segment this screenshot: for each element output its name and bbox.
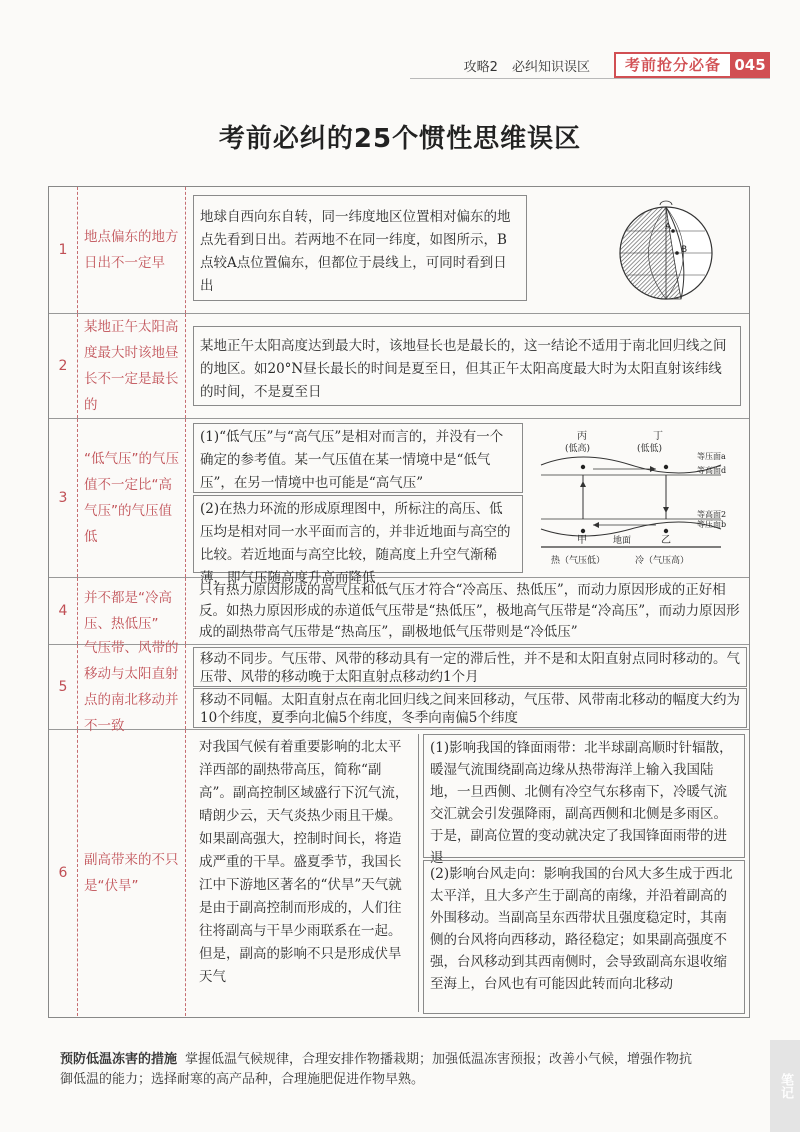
label-yi: 乙: [661, 535, 671, 546]
row-text-left: 对我国气候有着重要影响的北太平洋西部的副热带高压，简称“副高”。副高控制区域盛行下沉气流，晴朗少云，天气炎热少雨且干燥。如果副高强大，控制时间长，将造成严重的干旱。盛夏季节，我国长江中下游地区著名的“伏旱”天气就是由于副高控制而形成的，人们往往将副高与干旱少雨联系在一起。但是，副高的影响不只是形成伏旱天气: [193, 734, 419, 1012]
row-text-1: (1)“低气压”与“高气压”是相对而言的，并没有一个确定的参考值。某一气压值在某一情境中是“低气压”，在另一情境中也可能是“高气压”: [193, 423, 523, 493]
point-a-label: A: [665, 222, 672, 232]
row-topic: 副高带来的不只是“伏旱”: [78, 730, 186, 1016]
row-text-2: (2)在热力环流的形成原理图中，所标注的高压、低压均是相对同一水平面而言的，并非近地面与高空的比较。若近地面与高空比较，随高度上升空气渐稀薄，即气压随高度升高而降低: [193, 495, 523, 573]
label-iso-d: 等高面d: [697, 466, 727, 475]
table-row: [49, 640, 749, 734]
row-text-right-2: (2)影响台风走向：影响我国的台风大多生成于西北太平洋，且大多产生于副高的南缘，并沿着副高的外围移动。当副高呈东西带状且强度稳定时，其南侧的台风将向西移动，路径稳定；如果副高强度不强，台风移动到其西南侧时，会导致副高东退收缩至海上，台风也有可能因此转而向北移动: [423, 860, 745, 1014]
row-number: 2: [49, 314, 78, 418]
table-row: [49, 730, 749, 1016]
row-topic: 地点偏东的地方日出不一定早: [78, 187, 186, 313]
label-bing: 丙: [577, 431, 587, 442]
label-ding: 丁: [653, 431, 663, 442]
table-row: [49, 419, 749, 586]
row-number: 3: [49, 419, 78, 577]
row-text: 某地正午太阳高度达到最大时，该地昼长也是最长的，这一结论不适用于南北回归线之间的地区。如20°N昼长最长的时间是夏至日，但其正午太阳高度最大时为太阳直射该纬线的时间，不是夏至日: [193, 326, 741, 406]
row-number: 6: [49, 730, 78, 1016]
label-iso-b: 等压面b: [697, 520, 727, 529]
caption-hot: 热（气压低）: [551, 556, 606, 566]
section-title: 必纠知识误区: [511, 60, 590, 75]
thermal-circulation-diagram: [531, 423, 745, 573]
row-number: 4: [49, 578, 78, 644]
row-text-2: 移动不同幅。太阳直射点在南北回归线之间来回移动，气压带、风带南北移动的幅度大约为10个纬度，夏季向北偏5个纬度，冬季向南偏5个纬度: [193, 688, 747, 728]
page-title: 考前必纠的25个惯性思维误区: [218, 124, 582, 154]
side-tab: 笔记: [770, 1040, 800, 1132]
footer-label: 预防低温冻害的措施: [60, 1052, 178, 1067]
row-topic: “低气压”的气压值不一定比“高气压”的气压值低: [78, 419, 186, 577]
table-row: [49, 187, 749, 314]
row-text-1: 移动不同步。气压带、风带的移动具有一定的滞后性，并不是和太阳直射点同时移动的。气压带、风带的移动晚于太阳直射点移动约1个月: [193, 647, 747, 687]
label-bing-sub: (低高): [565, 444, 591, 454]
label-iso-a: 等压面a: [697, 452, 726, 461]
table-row: [49, 314, 749, 419]
row-topic: 并不都是“冷高压、热低压”: [78, 578, 186, 644]
label-iso-2: 等高面2: [697, 510, 727, 519]
row-topic: 气压带、风带的移动与太阳直射点的南北移动并不一致: [78, 645, 186, 729]
caption-cold: 冷（气压高）: [635, 556, 690, 566]
page-header: [0, 48, 800, 78]
row-text-right-1: (1)影响我国的锋面雨带：北半球副高顺时针辐散，暖湿气流围绕副高边缘从热带海洋上输入我国陆地，一旦西侧、北侧有冷空气东移南下，冷暖气流交汇就会引发强降雨，副高西侧和北侧是多雨区。于是，副高位置的变动就决定了我国锋面雨带的进退: [423, 734, 745, 858]
row-number: 5: [49, 645, 78, 729]
footer-text: 掌握低温气候规律，合理安排作物播栽期；加强低温冻害预报；改善小气候，增强作物抗御低温的能力；选择耐寒的高产品种，合理施肥促进作物早熟。: [60, 1052, 693, 1087]
section-label: [454, 56, 590, 75]
section-prefix: 攻略2: [463, 60, 498, 75]
header-rule: [410, 78, 770, 79]
label-ground: 地面: [613, 536, 632, 546]
misconception-table: [48, 186, 750, 1018]
brand-badge: 考前抢分必备: [614, 52, 732, 78]
label-jia: 甲: [577, 535, 587, 546]
label-ding-sub: (低低): [637, 444, 663, 454]
row-topic: 某地正午太阳高度最大时该地昼长不一定是最长的: [78, 314, 186, 418]
page-number: 045: [730, 52, 770, 78]
globe-illustration: [611, 195, 721, 305]
footer-note: [60, 1050, 700, 1090]
point-b-label: B: [681, 245, 688, 255]
row-number: 1: [49, 187, 78, 313]
row-text: 只有热力原因形成的高气压和低气压才符合“冷高压、热低压”，而动力原因形成的正好相反。如热力原因形成的赤道低气压带是“热低压”，极地高气压带是“冷高压”，而动力原因形成的副热带高气压带是“热高压”，副极地低气压带则是“冷低压”: [199, 582, 740, 640]
row-text: 地球自西向东自转，同一纬度地区位置相对偏东的地点先看到日出。若两地不在同一纬度，如图所示，B点较A点位置偏东，但都位于晨线上，可同时看到日出: [193, 195, 527, 301]
